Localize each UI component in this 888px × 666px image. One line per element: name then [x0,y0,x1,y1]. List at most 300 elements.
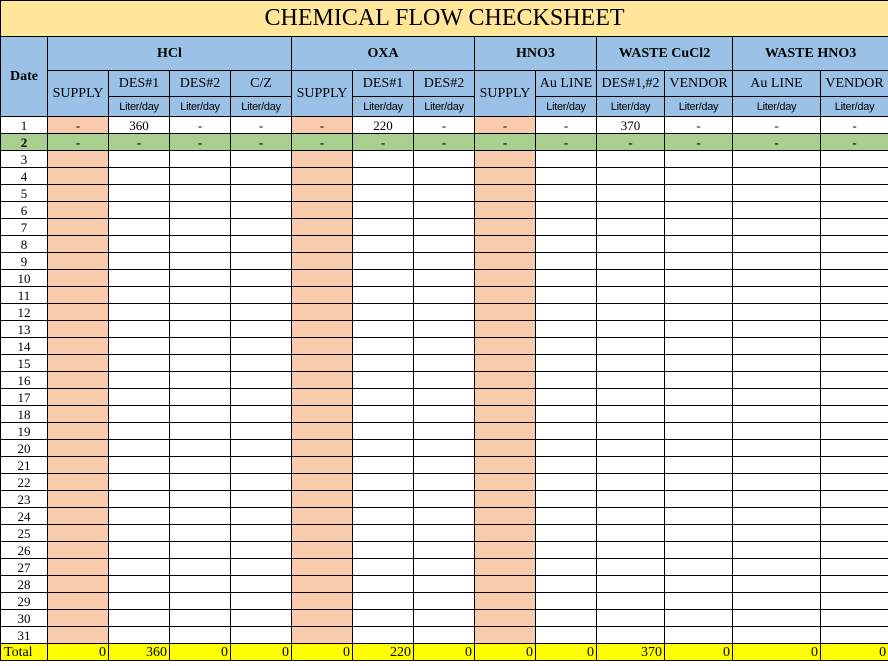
data-cell[interactable] [231,202,292,219]
data-cell[interactable] [665,610,733,627]
data-cell[interactable] [536,202,597,219]
data-cell[interactable] [109,253,170,270]
data-cell[interactable] [733,372,821,389]
data-cell[interactable] [170,457,231,474]
data-cell[interactable] [109,321,170,338]
data-cell[interactable] [475,355,536,372]
data-cell[interactable] [170,559,231,576]
data-cell[interactable] [414,457,475,474]
column-header-vendor[interactable]: VENDOR [665,71,733,97]
date-cell[interactable]: 12 [1,304,48,321]
data-cell[interactable] [475,304,536,321]
data-cell[interactable] [170,287,231,304]
data-cell[interactable] [597,593,665,610]
data-cell[interactable]: - [292,117,353,134]
data-cell[interactable]: - [48,117,109,134]
data-cell[interactable] [414,525,475,542]
data-cell[interactable] [665,270,733,287]
data-cell[interactable] [665,525,733,542]
data-cell[interactable] [733,440,821,457]
data-cell[interactable] [109,372,170,389]
total-cell[interactable]: 0 [821,644,888,661]
column-header-des-2[interactable]: DES#2 [414,71,475,97]
data-cell[interactable] [48,253,109,270]
column-header-au-line[interactable]: Au LINE [536,71,597,97]
data-cell[interactable] [733,151,821,168]
data-cell[interactable] [536,593,597,610]
data-cell[interactable] [231,389,292,406]
data-cell[interactable] [475,627,536,644]
data-cell[interactable] [231,491,292,508]
data-cell[interactable] [414,168,475,185]
data-cell[interactable] [536,508,597,525]
data-cell[interactable] [414,219,475,236]
data-cell[interactable] [733,627,821,644]
data-cell[interactable] [48,491,109,508]
data-cell[interactable] [48,355,109,372]
data-cell[interactable] [414,593,475,610]
data-cell[interactable]: - [414,117,475,134]
data-cell[interactable] [353,610,414,627]
data-cell[interactable] [231,338,292,355]
data-cell[interactable] [353,389,414,406]
date-cell[interactable]: 19 [1,423,48,440]
data-cell[interactable] [414,423,475,440]
data-cell[interactable] [292,457,353,474]
data-cell[interactable] [414,321,475,338]
data-cell[interactable] [597,457,665,474]
data-cell[interactable] [353,508,414,525]
data-cell[interactable]: - [414,134,475,151]
data-cell[interactable] [353,406,414,423]
date-cell[interactable]: 13 [1,321,48,338]
data-cell[interactable] [536,627,597,644]
data-cell[interactable] [475,440,536,457]
data-cell[interactable] [665,423,733,440]
data-cell[interactable] [48,185,109,202]
data-cell[interactable] [48,202,109,219]
data-cell[interactable] [353,474,414,491]
column-header-supply[interactable]: SUPPLY [48,71,109,117]
data-cell[interactable] [48,168,109,185]
data-cell[interactable] [665,440,733,457]
data-cell[interactable] [109,542,170,559]
column-header-au-line[interactable]: Au LINE [733,71,821,97]
data-cell[interactable] [733,202,821,219]
data-cell[interactable] [414,372,475,389]
data-cell[interactable] [733,270,821,287]
date-cell[interactable]: 21 [1,457,48,474]
data-cell[interactable] [821,542,888,559]
data-cell[interactable] [475,508,536,525]
data-cell[interactable] [536,474,597,491]
data-cell[interactable] [414,610,475,627]
column-header-vendor[interactable]: VENDOR [821,71,888,97]
data-cell[interactable] [48,151,109,168]
data-cell[interactable] [48,542,109,559]
data-cell[interactable] [821,423,888,440]
data-cell[interactable] [475,457,536,474]
data-cell[interactable] [353,202,414,219]
data-cell[interactable] [821,219,888,236]
data-cell[interactable] [597,185,665,202]
data-cell[interactable] [109,491,170,508]
data-cell[interactable] [292,304,353,321]
data-cell[interactable] [231,593,292,610]
data-cell[interactable]: - [231,117,292,134]
date-cell[interactable]: 18 [1,406,48,423]
data-cell[interactable] [665,576,733,593]
data-cell[interactable] [292,593,353,610]
data-cell[interactable] [231,253,292,270]
total-cell[interactable]: 0 [170,644,231,661]
data-cell[interactable] [665,151,733,168]
data-cell[interactable]: - [733,117,821,134]
data-cell[interactable] [597,576,665,593]
data-cell[interactable] [231,372,292,389]
data-cell[interactable] [821,202,888,219]
data-cell[interactable] [733,508,821,525]
data-cell[interactable] [292,338,353,355]
data-cell[interactable] [414,151,475,168]
data-cell[interactable] [353,236,414,253]
data-cell[interactable] [536,542,597,559]
data-cell[interactable] [231,508,292,525]
data-cell[interactable] [597,559,665,576]
data-cell[interactable] [821,151,888,168]
data-cell[interactable] [536,236,597,253]
data-cell[interactable] [536,304,597,321]
data-cell[interactable] [733,253,821,270]
data-cell[interactable] [536,168,597,185]
data-cell[interactable] [48,610,109,627]
data-cell[interactable] [821,338,888,355]
data-cell[interactable] [109,457,170,474]
data-cell[interactable] [536,610,597,627]
data-cell[interactable] [536,457,597,474]
data-cell[interactable] [475,406,536,423]
data-cell[interactable] [475,168,536,185]
data-cell[interactable] [597,406,665,423]
data-cell[interactable] [170,440,231,457]
date-cell[interactable]: 28 [1,576,48,593]
date-cell[interactable]: 26 [1,542,48,559]
date-cell[interactable]: 22 [1,474,48,491]
data-cell[interactable] [536,440,597,457]
data-cell[interactable]: - [536,117,597,134]
data-cell[interactable] [231,287,292,304]
date-cell[interactable]: 30 [1,610,48,627]
data-cell[interactable] [48,576,109,593]
data-cell[interactable] [597,321,665,338]
data-cell[interactable] [536,559,597,576]
data-cell[interactable] [597,338,665,355]
data-cell[interactable] [231,219,292,236]
data-cell[interactable] [353,559,414,576]
data-cell[interactable] [109,559,170,576]
data-cell[interactable] [597,423,665,440]
data-cell[interactable] [821,287,888,304]
data-cell[interactable] [170,508,231,525]
data-cell[interactable] [665,457,733,474]
data-cell[interactable] [170,610,231,627]
column-header-supply[interactable]: SUPPLY [292,71,353,117]
date-cell[interactable]: 10 [1,270,48,287]
data-cell[interactable] [292,559,353,576]
data-cell[interactable] [353,372,414,389]
data-cell[interactable] [353,185,414,202]
data-cell[interactable] [414,236,475,253]
sheet-title[interactable]: CHEMICAL FLOW CHECKSHEET [1,1,888,37]
data-cell[interactable] [353,338,414,355]
data-cell[interactable] [292,270,353,287]
data-cell[interactable] [292,185,353,202]
date-cell[interactable]: 6 [1,202,48,219]
data-cell[interactable] [109,576,170,593]
data-cell[interactable] [475,185,536,202]
data-cell[interactable] [109,202,170,219]
data-cell[interactable]: - [821,117,888,134]
data-cell[interactable] [665,627,733,644]
data-cell[interactable] [170,627,231,644]
data-cell[interactable] [597,202,665,219]
data-cell[interactable] [475,253,536,270]
data-cell[interactable] [665,355,733,372]
data-cell[interactable]: - [821,134,888,151]
data-cell[interactable] [48,338,109,355]
data-cell[interactable] [597,287,665,304]
data-cell[interactable] [733,542,821,559]
data-cell[interactable] [48,559,109,576]
date-cell[interactable]: 25 [1,525,48,542]
data-cell[interactable] [170,219,231,236]
data-cell[interactable] [733,185,821,202]
data-cell[interactable] [48,457,109,474]
data-cell[interactable] [231,627,292,644]
data-cell[interactable] [109,219,170,236]
data-cell[interactable] [597,304,665,321]
data-cell[interactable]: - [665,134,733,151]
data-cell[interactable] [292,151,353,168]
data-cell[interactable] [665,236,733,253]
data-cell[interactable] [170,202,231,219]
data-cell[interactable] [597,236,665,253]
data-cell[interactable] [733,287,821,304]
data-cell[interactable] [821,440,888,457]
data-cell[interactable] [597,508,665,525]
data-cell[interactable] [231,304,292,321]
data-cell[interactable] [733,219,821,236]
data-cell[interactable]: - [665,117,733,134]
data-cell[interactable] [414,287,475,304]
data-cell[interactable] [597,270,665,287]
data-cell[interactable] [292,610,353,627]
data-cell[interactable] [170,253,231,270]
data-cell[interactable] [475,287,536,304]
data-cell[interactable] [48,423,109,440]
data-cell[interactable] [733,236,821,253]
data-cell[interactable] [170,406,231,423]
data-cell[interactable] [475,593,536,610]
data-cell[interactable] [292,542,353,559]
data-cell[interactable] [48,287,109,304]
data-cell[interactable] [292,236,353,253]
data-cell[interactable] [353,151,414,168]
data-cell[interactable] [109,423,170,440]
data-cell[interactable] [170,168,231,185]
data-cell[interactable] [292,321,353,338]
data-cell[interactable] [109,525,170,542]
data-cell[interactable] [597,372,665,389]
data-cell[interactable] [170,321,231,338]
data-cell[interactable] [353,457,414,474]
date-cell[interactable]: 14 [1,338,48,355]
column-header-des-1[interactable]: DES#1 [109,71,170,97]
data-cell[interactable] [353,542,414,559]
data-cell[interactable] [475,610,536,627]
data-cell[interactable] [733,474,821,491]
data-cell[interactable] [170,423,231,440]
data-cell[interactable] [536,355,597,372]
data-cell[interactable] [475,389,536,406]
data-cell[interactable] [170,389,231,406]
date-cell[interactable]: 5 [1,185,48,202]
data-cell[interactable] [231,423,292,440]
data-cell[interactable] [353,219,414,236]
data-cell[interactable] [353,168,414,185]
data-cell[interactable] [292,508,353,525]
data-cell[interactable] [414,474,475,491]
data-cell[interactable] [597,355,665,372]
date-cell[interactable]: 3 [1,151,48,168]
date-cell[interactable]: 27 [1,559,48,576]
data-cell[interactable] [414,304,475,321]
data-cell[interactable] [48,389,109,406]
data-cell[interactable] [48,508,109,525]
data-cell[interactable] [597,168,665,185]
data-cell[interactable] [821,593,888,610]
data-cell[interactable] [665,491,733,508]
data-cell[interactable] [109,508,170,525]
data-cell[interactable] [292,287,353,304]
data-cell[interactable] [292,355,353,372]
data-cell[interactable] [109,270,170,287]
data-cell[interactable] [292,389,353,406]
data-cell[interactable] [414,627,475,644]
group-header-hno3[interactable]: HNO3 [475,37,597,71]
data-cell[interactable] [109,355,170,372]
data-cell[interactable] [170,525,231,542]
data-cell[interactable] [231,576,292,593]
data-cell[interactable] [353,440,414,457]
data-cell[interactable] [292,525,353,542]
data-cell[interactable] [475,338,536,355]
data-cell[interactable] [475,236,536,253]
data-cell[interactable] [170,151,231,168]
total-cell[interactable]: 220 [353,644,414,661]
data-cell[interactable] [170,372,231,389]
data-cell[interactable] [231,525,292,542]
data-cell[interactable] [170,491,231,508]
data-cell[interactable] [536,185,597,202]
data-cell[interactable] [665,185,733,202]
data-cell[interactable] [733,593,821,610]
data-cell[interactable] [231,151,292,168]
data-cell[interactable] [231,321,292,338]
total-cell[interactable]: 0 [231,644,292,661]
data-cell[interactable] [353,270,414,287]
data-cell[interactable] [536,372,597,389]
data-cell[interactable] [597,389,665,406]
date-cell[interactable]: 7 [1,219,48,236]
data-cell[interactable] [109,610,170,627]
data-cell[interactable] [821,372,888,389]
data-cell[interactable] [597,610,665,627]
data-cell[interactable] [597,219,665,236]
data-cell[interactable] [597,474,665,491]
data-cell[interactable] [109,440,170,457]
data-cell[interactable] [353,576,414,593]
date-cell[interactable]: 29 [1,593,48,610]
data-cell[interactable] [48,321,109,338]
data-cell[interactable] [48,627,109,644]
data-cell[interactable] [536,491,597,508]
data-cell[interactable] [536,406,597,423]
data-cell[interactable] [821,236,888,253]
data-cell[interactable]: - [475,134,536,151]
data-cell[interactable] [109,185,170,202]
data-cell[interactable] [353,355,414,372]
data-cell[interactable] [109,236,170,253]
data-cell[interactable] [414,508,475,525]
data-cell[interactable] [821,355,888,372]
data-cell[interactable] [665,559,733,576]
data-cell[interactable] [733,525,821,542]
data-cell[interactable] [109,338,170,355]
data-cell[interactable] [48,406,109,423]
data-cell[interactable] [353,253,414,270]
data-cell[interactable] [821,270,888,287]
data-cell[interactable] [414,338,475,355]
data-cell[interactable] [475,542,536,559]
data-cell[interactable]: 220 [353,117,414,134]
data-cell[interactable] [597,491,665,508]
data-cell[interactable] [414,253,475,270]
data-cell[interactable] [109,406,170,423]
data-cell[interactable] [48,236,109,253]
data-cell[interactable] [292,440,353,457]
data-cell[interactable] [231,355,292,372]
data-cell[interactable] [475,423,536,440]
data-cell[interactable] [231,440,292,457]
data-cell[interactable]: - [170,117,231,134]
data-cell[interactable] [353,287,414,304]
data-cell[interactable] [475,576,536,593]
date-cell[interactable]: 16 [1,372,48,389]
date-cell[interactable]: 15 [1,355,48,372]
data-cell[interactable] [109,287,170,304]
data-cell[interactable] [597,525,665,542]
date-cell[interactable]: 11 [1,287,48,304]
data-cell[interactable] [821,627,888,644]
data-cell[interactable] [733,491,821,508]
data-cell[interactable] [821,406,888,423]
data-cell[interactable] [665,542,733,559]
data-cell[interactable] [475,372,536,389]
date-cell[interactable]: 9 [1,253,48,270]
data-cell[interactable] [109,168,170,185]
data-cell[interactable] [170,185,231,202]
